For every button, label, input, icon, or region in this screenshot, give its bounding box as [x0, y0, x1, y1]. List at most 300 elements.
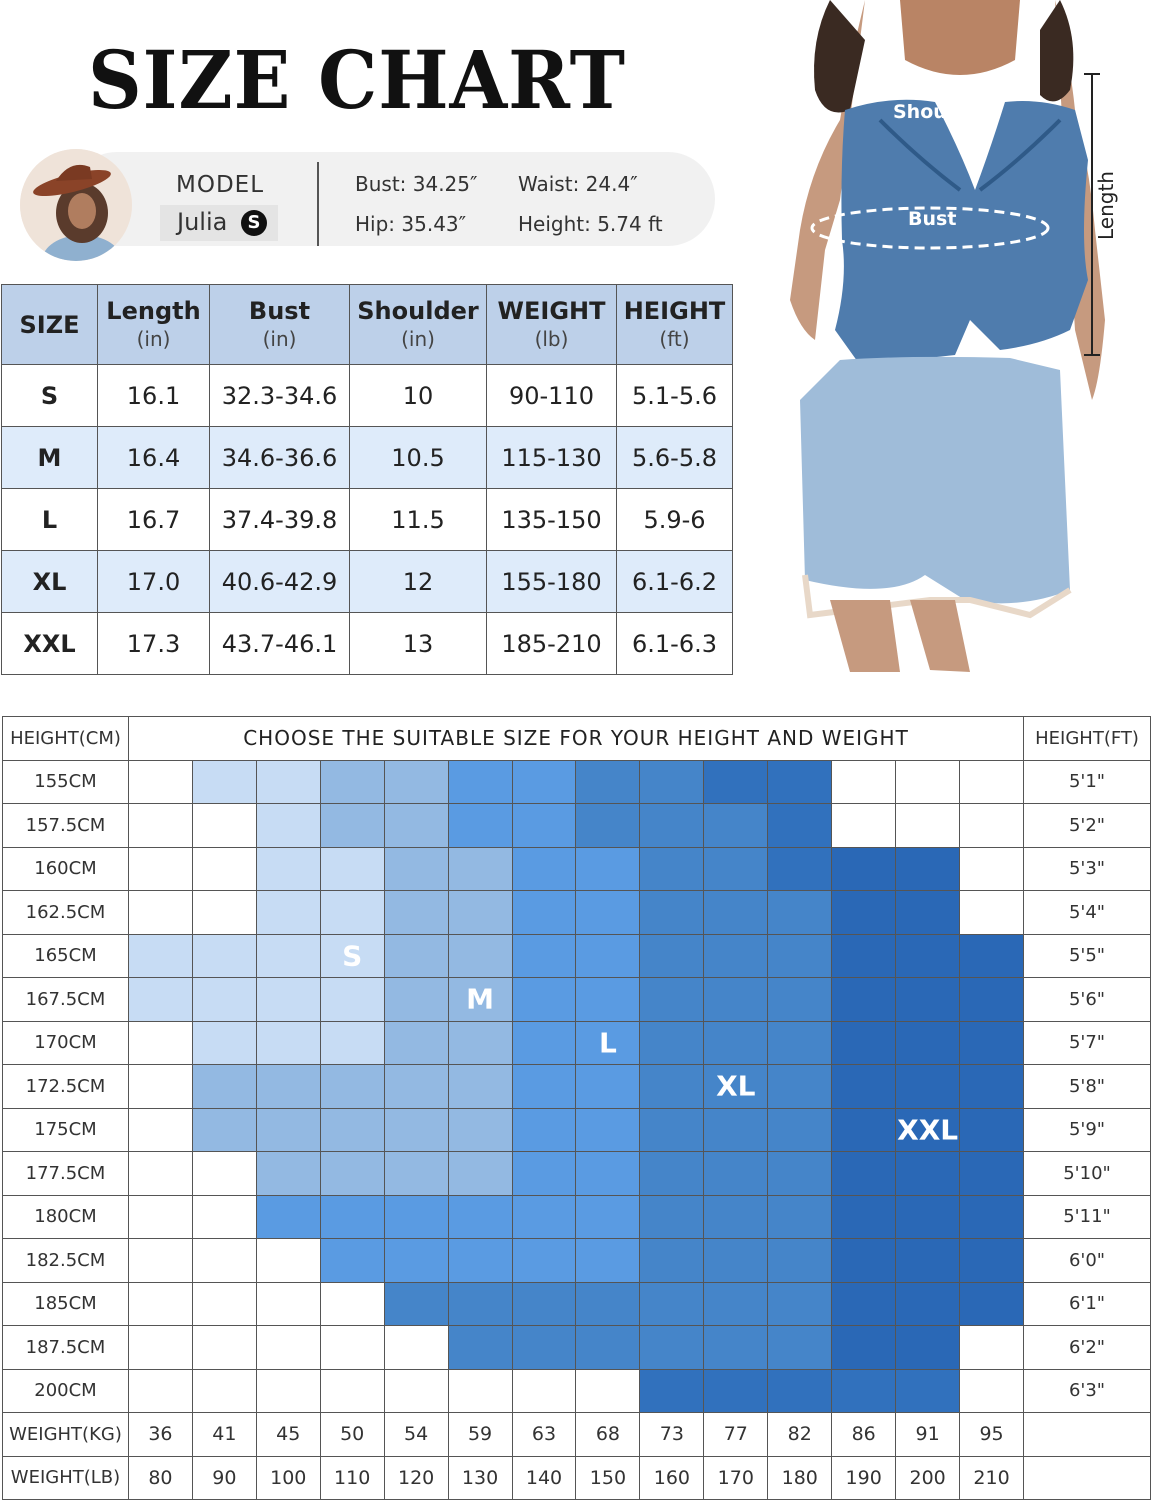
grid-cell	[320, 934, 384, 978]
height-cm-label: 167.5CM	[3, 978, 129, 1022]
grid-cell	[320, 1282, 384, 1326]
grid-cell	[512, 1326, 576, 1370]
weight-lb-row	[3, 1456, 1151, 1500]
grid-cell	[768, 1152, 832, 1196]
weight-kg-value: 91	[896, 1413, 960, 1457]
grid-cell	[704, 1021, 768, 1065]
weight-kg-value: 54	[384, 1413, 448, 1457]
weight-lb-value: 170	[704, 1456, 768, 1500]
page-title: SIZE CHART	[88, 33, 626, 127]
grid-corner	[1024, 1456, 1151, 1500]
grid-cell	[640, 760, 704, 804]
grid-cell	[384, 1152, 448, 1196]
grid-cell	[256, 1152, 320, 1196]
grid-cell	[832, 847, 896, 891]
grid-cell	[960, 1152, 1024, 1196]
grid-cell	[128, 1369, 192, 1413]
weight-lb-value: 210	[960, 1456, 1024, 1500]
table-cell: 40.6-42.9	[210, 551, 350, 613]
table-cell: 43.7-46.1	[210, 613, 350, 675]
grid-cell	[640, 934, 704, 978]
grid-cell	[128, 934, 192, 978]
grid-cell	[832, 1065, 896, 1109]
grid-cell	[448, 760, 512, 804]
grid-cell	[640, 804, 704, 848]
grid-cell	[896, 1152, 960, 1196]
grid-cell	[960, 1239, 1024, 1283]
grid-cell	[768, 1239, 832, 1283]
grid-cell	[384, 978, 448, 1022]
grid-cell	[704, 1282, 768, 1326]
grid-cell	[384, 1326, 448, 1370]
grid-cell	[832, 1326, 896, 1370]
grid-cell	[832, 760, 896, 804]
grid-cell	[128, 891, 192, 935]
grid-cell	[576, 1021, 640, 1065]
grid-cell	[896, 1326, 960, 1370]
grid-cell	[128, 1021, 192, 1065]
table-cell: L	[2, 489, 98, 551]
weight-lb-value: 190	[832, 1456, 896, 1500]
grid-cell	[576, 1282, 640, 1326]
model-divider	[317, 162, 319, 246]
grid-cell	[320, 1195, 384, 1239]
grid-cell	[832, 1195, 896, 1239]
grid-cell	[384, 760, 448, 804]
model-label: MODEL	[176, 172, 265, 198]
grid-cell	[128, 1065, 192, 1109]
grid-cell	[448, 891, 512, 935]
height-cm-label: 172.5CM	[3, 1065, 129, 1109]
table-cell: 185-210	[487, 613, 617, 675]
grid-cell	[704, 1108, 768, 1152]
grid-cell	[640, 1239, 704, 1283]
weight-lb-value: 90	[192, 1456, 256, 1500]
grid-cell	[192, 978, 256, 1022]
grid-cell	[192, 891, 256, 935]
grid-cell	[640, 1369, 704, 1413]
grid-cell	[128, 1108, 192, 1152]
grid-cell	[704, 1326, 768, 1370]
model-bust: Bust: 34.25″	[355, 172, 478, 196]
grid-cell	[256, 804, 320, 848]
grid-row	[3, 978, 1151, 1022]
grid-cell	[128, 1152, 192, 1196]
size-table-body	[2, 365, 733, 675]
weight-kg-value: 82	[768, 1413, 832, 1457]
grid-cell	[128, 1195, 192, 1239]
table-cell: XXL	[2, 613, 98, 675]
grid-cell	[768, 978, 832, 1022]
grid-cell	[576, 934, 640, 978]
height-cm-label: 182.5CM	[3, 1239, 129, 1283]
grid-cell	[256, 1326, 320, 1370]
photo-label-bust: Bust	[908, 208, 957, 230]
grid-cell	[832, 978, 896, 1022]
grid-row	[3, 1065, 1151, 1109]
height-cm-label: 187.5CM	[3, 1326, 129, 1370]
grid-cell	[384, 1282, 448, 1326]
grid-cell	[512, 760, 576, 804]
grid-cell	[384, 1065, 448, 1109]
height-ft-label: 5'3"	[1024, 847, 1151, 891]
grid-cell	[384, 891, 448, 935]
grid-cell	[768, 1282, 832, 1326]
grid-cell	[704, 978, 768, 1022]
grid-row	[3, 804, 1151, 848]
grid-cell	[512, 1021, 576, 1065]
grid-cell	[768, 1369, 832, 1413]
grid-cell	[320, 891, 384, 935]
grid-cell	[192, 804, 256, 848]
height-cm-label: 180CM	[3, 1195, 129, 1239]
grid-cell	[192, 760, 256, 804]
model-size-badge: S	[241, 210, 267, 236]
height-ft-label: 5'5"	[1024, 934, 1151, 978]
grid-cell	[512, 1152, 576, 1196]
grid-cell	[768, 847, 832, 891]
grid-cell	[640, 1152, 704, 1196]
weight-kg-value: 45	[256, 1413, 320, 1457]
grid-cell	[448, 847, 512, 891]
grid-cell	[704, 891, 768, 935]
grid-cell	[320, 1326, 384, 1370]
grid-cell	[576, 978, 640, 1022]
photo-label-shoulder: Shoulder	[893, 101, 990, 123]
grid-cell	[576, 1195, 640, 1239]
weight-lb-value: 200	[896, 1456, 960, 1500]
grid-cell	[640, 1282, 704, 1326]
fit-grid	[2, 716, 1151, 1500]
grid-cell	[896, 760, 960, 804]
grid-cell	[832, 1282, 896, 1326]
grid-cell	[512, 1108, 576, 1152]
grid-cell	[192, 1195, 256, 1239]
grid-cell	[768, 891, 832, 935]
weight-lb-value: 160	[640, 1456, 704, 1500]
header-label: SIZE	[19, 310, 80, 339]
grid-cell	[768, 760, 832, 804]
table-cell: 10	[350, 365, 487, 427]
grid-cell	[768, 1195, 832, 1239]
grid-corner	[1024, 1413, 1151, 1457]
grid-cell	[320, 847, 384, 891]
height-cm-label: 160CM	[3, 847, 129, 891]
grid-cell	[128, 760, 192, 804]
table-cell: 6.1-6.3	[617, 613, 733, 675]
height-ft-label: 6'0"	[1024, 1239, 1151, 1283]
grid-cell	[384, 1108, 448, 1152]
weight-kg-row	[3, 1413, 1151, 1457]
table-cell: M	[2, 427, 98, 489]
table-cell: 13	[350, 613, 487, 675]
grid-cell	[960, 1065, 1024, 1109]
grid-cell	[512, 1065, 576, 1109]
size-zone-label: XL	[716, 1069, 756, 1103]
weight-kg-value: 86	[832, 1413, 896, 1457]
grid-cell	[896, 847, 960, 891]
table-row	[2, 365, 733, 427]
grid-cell	[512, 1239, 576, 1283]
table-cell: 12	[350, 551, 487, 613]
grid-row	[3, 1195, 1151, 1239]
grid-cell	[320, 804, 384, 848]
grid-cell	[832, 1108, 896, 1152]
table-cell: 90-110	[487, 365, 617, 427]
grid-cell	[448, 804, 512, 848]
grid-row	[3, 1108, 1151, 1152]
height-cm-label: 162.5CM	[3, 891, 129, 935]
weight-kg-label: WEIGHT(KG)	[3, 1413, 129, 1457]
grid-cell	[576, 1369, 640, 1413]
weight-kg-value: 59	[448, 1413, 512, 1457]
weight-kg-value: 63	[512, 1413, 576, 1457]
model-name: Julia	[177, 208, 228, 236]
grid-cell	[512, 804, 576, 848]
height-ft-label: 5'11"	[1024, 1195, 1151, 1239]
size-table-header-row	[2, 285, 733, 365]
grid-cell	[576, 1152, 640, 1196]
grid-cell	[960, 978, 1024, 1022]
model-avatar	[20, 149, 132, 261]
grid-cell	[832, 1152, 896, 1196]
table-row	[2, 427, 733, 489]
height-ft-label: 5'7"	[1024, 1021, 1151, 1065]
grid-cell	[512, 1195, 576, 1239]
grid-cell	[256, 934, 320, 978]
grid-row	[3, 1282, 1151, 1326]
table-cell: 16.7	[98, 489, 210, 551]
table-cell: 155-180	[487, 551, 617, 613]
grid-cell	[128, 1282, 192, 1326]
height-cm-label: 177.5CM	[3, 1152, 129, 1196]
grid-cell	[192, 1152, 256, 1196]
grid-cell	[448, 1195, 512, 1239]
grid-title: CHOOSE THE SUITABLE SIZE FOR YOUR HEIGHT AND WEIGHT	[128, 717, 1023, 761]
grid-cell	[896, 978, 960, 1022]
grid-cell	[192, 1369, 256, 1413]
weight-lb-value: 100	[256, 1456, 320, 1500]
grid-cell	[640, 978, 704, 1022]
grid-cell	[704, 1195, 768, 1239]
grid-cell	[576, 760, 640, 804]
grid-cell	[768, 804, 832, 848]
grid-cell	[576, 804, 640, 848]
grid-cell	[384, 1021, 448, 1065]
grid-cell	[960, 1369, 1024, 1413]
grid-cell	[832, 1239, 896, 1283]
grid-cell	[704, 804, 768, 848]
size-table-header-cell	[617, 285, 733, 365]
table-cell: 5.9-6	[617, 489, 733, 551]
header-unit: (lb)	[534, 326, 569, 351]
size-table-header	[2, 285, 733, 365]
grid-cell	[448, 1369, 512, 1413]
grid-cell	[256, 1369, 320, 1413]
grid-cell	[448, 1239, 512, 1283]
grid-cell	[192, 1282, 256, 1326]
size-table-header-cell	[487, 285, 617, 365]
grid-cell	[512, 1369, 576, 1413]
grid-cell	[256, 1195, 320, 1239]
table-cell: 17.3	[98, 613, 210, 675]
grid-cell	[448, 1152, 512, 1196]
grid-cell	[256, 978, 320, 1022]
height-cm-label: 175CM	[3, 1108, 129, 1152]
header-label: Length	[106, 296, 201, 325]
model-waist: Waist: 24.4″	[518, 172, 638, 196]
grid-row	[3, 1239, 1151, 1283]
grid-cell	[192, 1326, 256, 1370]
weight-kg-value: 95	[960, 1413, 1024, 1457]
table-cell: S	[2, 365, 98, 427]
grid-cell	[256, 760, 320, 804]
height-ft-label: 6'3"	[1024, 1369, 1151, 1413]
grid-cell	[256, 1282, 320, 1326]
height-ft-label: 5'1"	[1024, 760, 1151, 804]
model-photo-illustration	[770, 0, 1151, 675]
header-label: WEIGHT	[497, 296, 606, 325]
height-ft-label: 6'1"	[1024, 1282, 1151, 1326]
table-cell: 6.1-6.2	[617, 551, 733, 613]
table-cell: 135-150	[487, 489, 617, 551]
height-ft-label: 5'8"	[1024, 1065, 1151, 1109]
grid-cell	[896, 891, 960, 935]
grid-cell	[128, 1326, 192, 1370]
grid-cell	[512, 1282, 576, 1326]
grid-cell	[320, 978, 384, 1022]
grid-cell	[576, 1108, 640, 1152]
grid-cell	[640, 847, 704, 891]
grid-cell	[320, 1021, 384, 1065]
grid-cell	[192, 1108, 256, 1152]
grid-cell	[256, 1108, 320, 1152]
grid-cell	[128, 804, 192, 848]
table-row	[2, 489, 733, 551]
height-ft-label: 5'2"	[1024, 804, 1151, 848]
grid-cell	[960, 847, 1024, 891]
grid-row	[3, 891, 1151, 935]
grid-cell	[128, 978, 192, 1022]
grid-cell	[768, 1326, 832, 1370]
grid-cell	[320, 1152, 384, 1196]
height-cm-header: HEIGHT(CM)	[3, 717, 129, 761]
table-row	[2, 551, 733, 613]
grid-cell	[256, 847, 320, 891]
weight-kg-value: 77	[704, 1413, 768, 1457]
model-height: Height: 5.74 ft	[518, 212, 663, 236]
grid-cell	[832, 1021, 896, 1065]
grid-cell	[320, 1239, 384, 1283]
size-table-header-cell	[350, 285, 487, 365]
grid-cell	[768, 1108, 832, 1152]
weight-kg-value: 50	[320, 1413, 384, 1457]
table-cell: 10.5	[350, 427, 487, 489]
table-cell: 34.6-36.6	[210, 427, 350, 489]
grid-cell	[704, 1152, 768, 1196]
height-ft-label: 6'2"	[1024, 1326, 1151, 1370]
table-cell: 5.1-5.6	[617, 365, 733, 427]
grid-cell	[576, 891, 640, 935]
grid-cell	[128, 847, 192, 891]
grid-cell	[576, 847, 640, 891]
grid-cell	[384, 1239, 448, 1283]
height-ft-label: 5'4"	[1024, 891, 1151, 935]
height-cm-label: 185CM	[3, 1282, 129, 1326]
table-cell: 16.4	[98, 427, 210, 489]
grid-cell	[960, 804, 1024, 848]
grid-cell	[512, 847, 576, 891]
grid-cell	[384, 847, 448, 891]
grid-row	[3, 1021, 1151, 1065]
grid-cell	[256, 891, 320, 935]
weight-lb-label: WEIGHT(LB)	[3, 1456, 129, 1500]
grid-cell	[832, 891, 896, 935]
grid-cell	[320, 760, 384, 804]
height-ft-label: 5'6"	[1024, 978, 1151, 1022]
grid-cell	[896, 1239, 960, 1283]
grid-header-row	[3, 717, 1151, 761]
grid-cell	[704, 1369, 768, 1413]
grid-cell	[640, 1065, 704, 1109]
grid-cell	[192, 1239, 256, 1283]
grid-cell	[128, 1239, 192, 1283]
grid-cell	[192, 847, 256, 891]
table-cell: 17.0	[98, 551, 210, 613]
grid-cell	[192, 1021, 256, 1065]
grid-row	[3, 760, 1151, 804]
table-cell: 11.5	[350, 489, 487, 551]
header-unit: (in)	[136, 326, 171, 351]
grid-cell	[576, 1326, 640, 1370]
grid-cell	[832, 934, 896, 978]
grid-cell	[384, 804, 448, 848]
grid-cell	[448, 1021, 512, 1065]
size-table	[1, 284, 733, 675]
avatar-illustration	[20, 149, 132, 261]
grid-cell	[832, 1369, 896, 1413]
grid-cell	[512, 978, 576, 1022]
header-unit: (in)	[262, 326, 297, 351]
size-zone-label: S	[342, 939, 363, 973]
size-table-header-cell	[210, 285, 350, 365]
header-label: HEIGHT	[623, 296, 726, 325]
header-unit: (ft)	[659, 326, 690, 351]
weight-lb-value: 140	[512, 1456, 576, 1500]
grid-cell	[704, 934, 768, 978]
grid-cell	[960, 1021, 1024, 1065]
grid-cell	[896, 1108, 960, 1152]
weight-lb-value: 110	[320, 1456, 384, 1500]
grid-cell	[256, 1239, 320, 1283]
header-unit: (in)	[401, 326, 435, 351]
grid-row	[3, 1152, 1151, 1196]
grid-cell	[832, 804, 896, 848]
grid-cell	[640, 1021, 704, 1065]
grid-cell	[384, 934, 448, 978]
height-cm-label: 200CM	[3, 1369, 129, 1413]
grid-cell	[960, 760, 1024, 804]
height-cm-label: 165CM	[3, 934, 129, 978]
grid-cell	[448, 978, 512, 1022]
height-cm-label: 157.5CM	[3, 804, 129, 848]
grid-row	[3, 934, 1151, 978]
grid-cell	[384, 1369, 448, 1413]
height-ft-label: 5'9"	[1024, 1108, 1151, 1152]
grid-cell	[448, 1282, 512, 1326]
grid-cell	[640, 1326, 704, 1370]
grid-cell	[512, 891, 576, 935]
